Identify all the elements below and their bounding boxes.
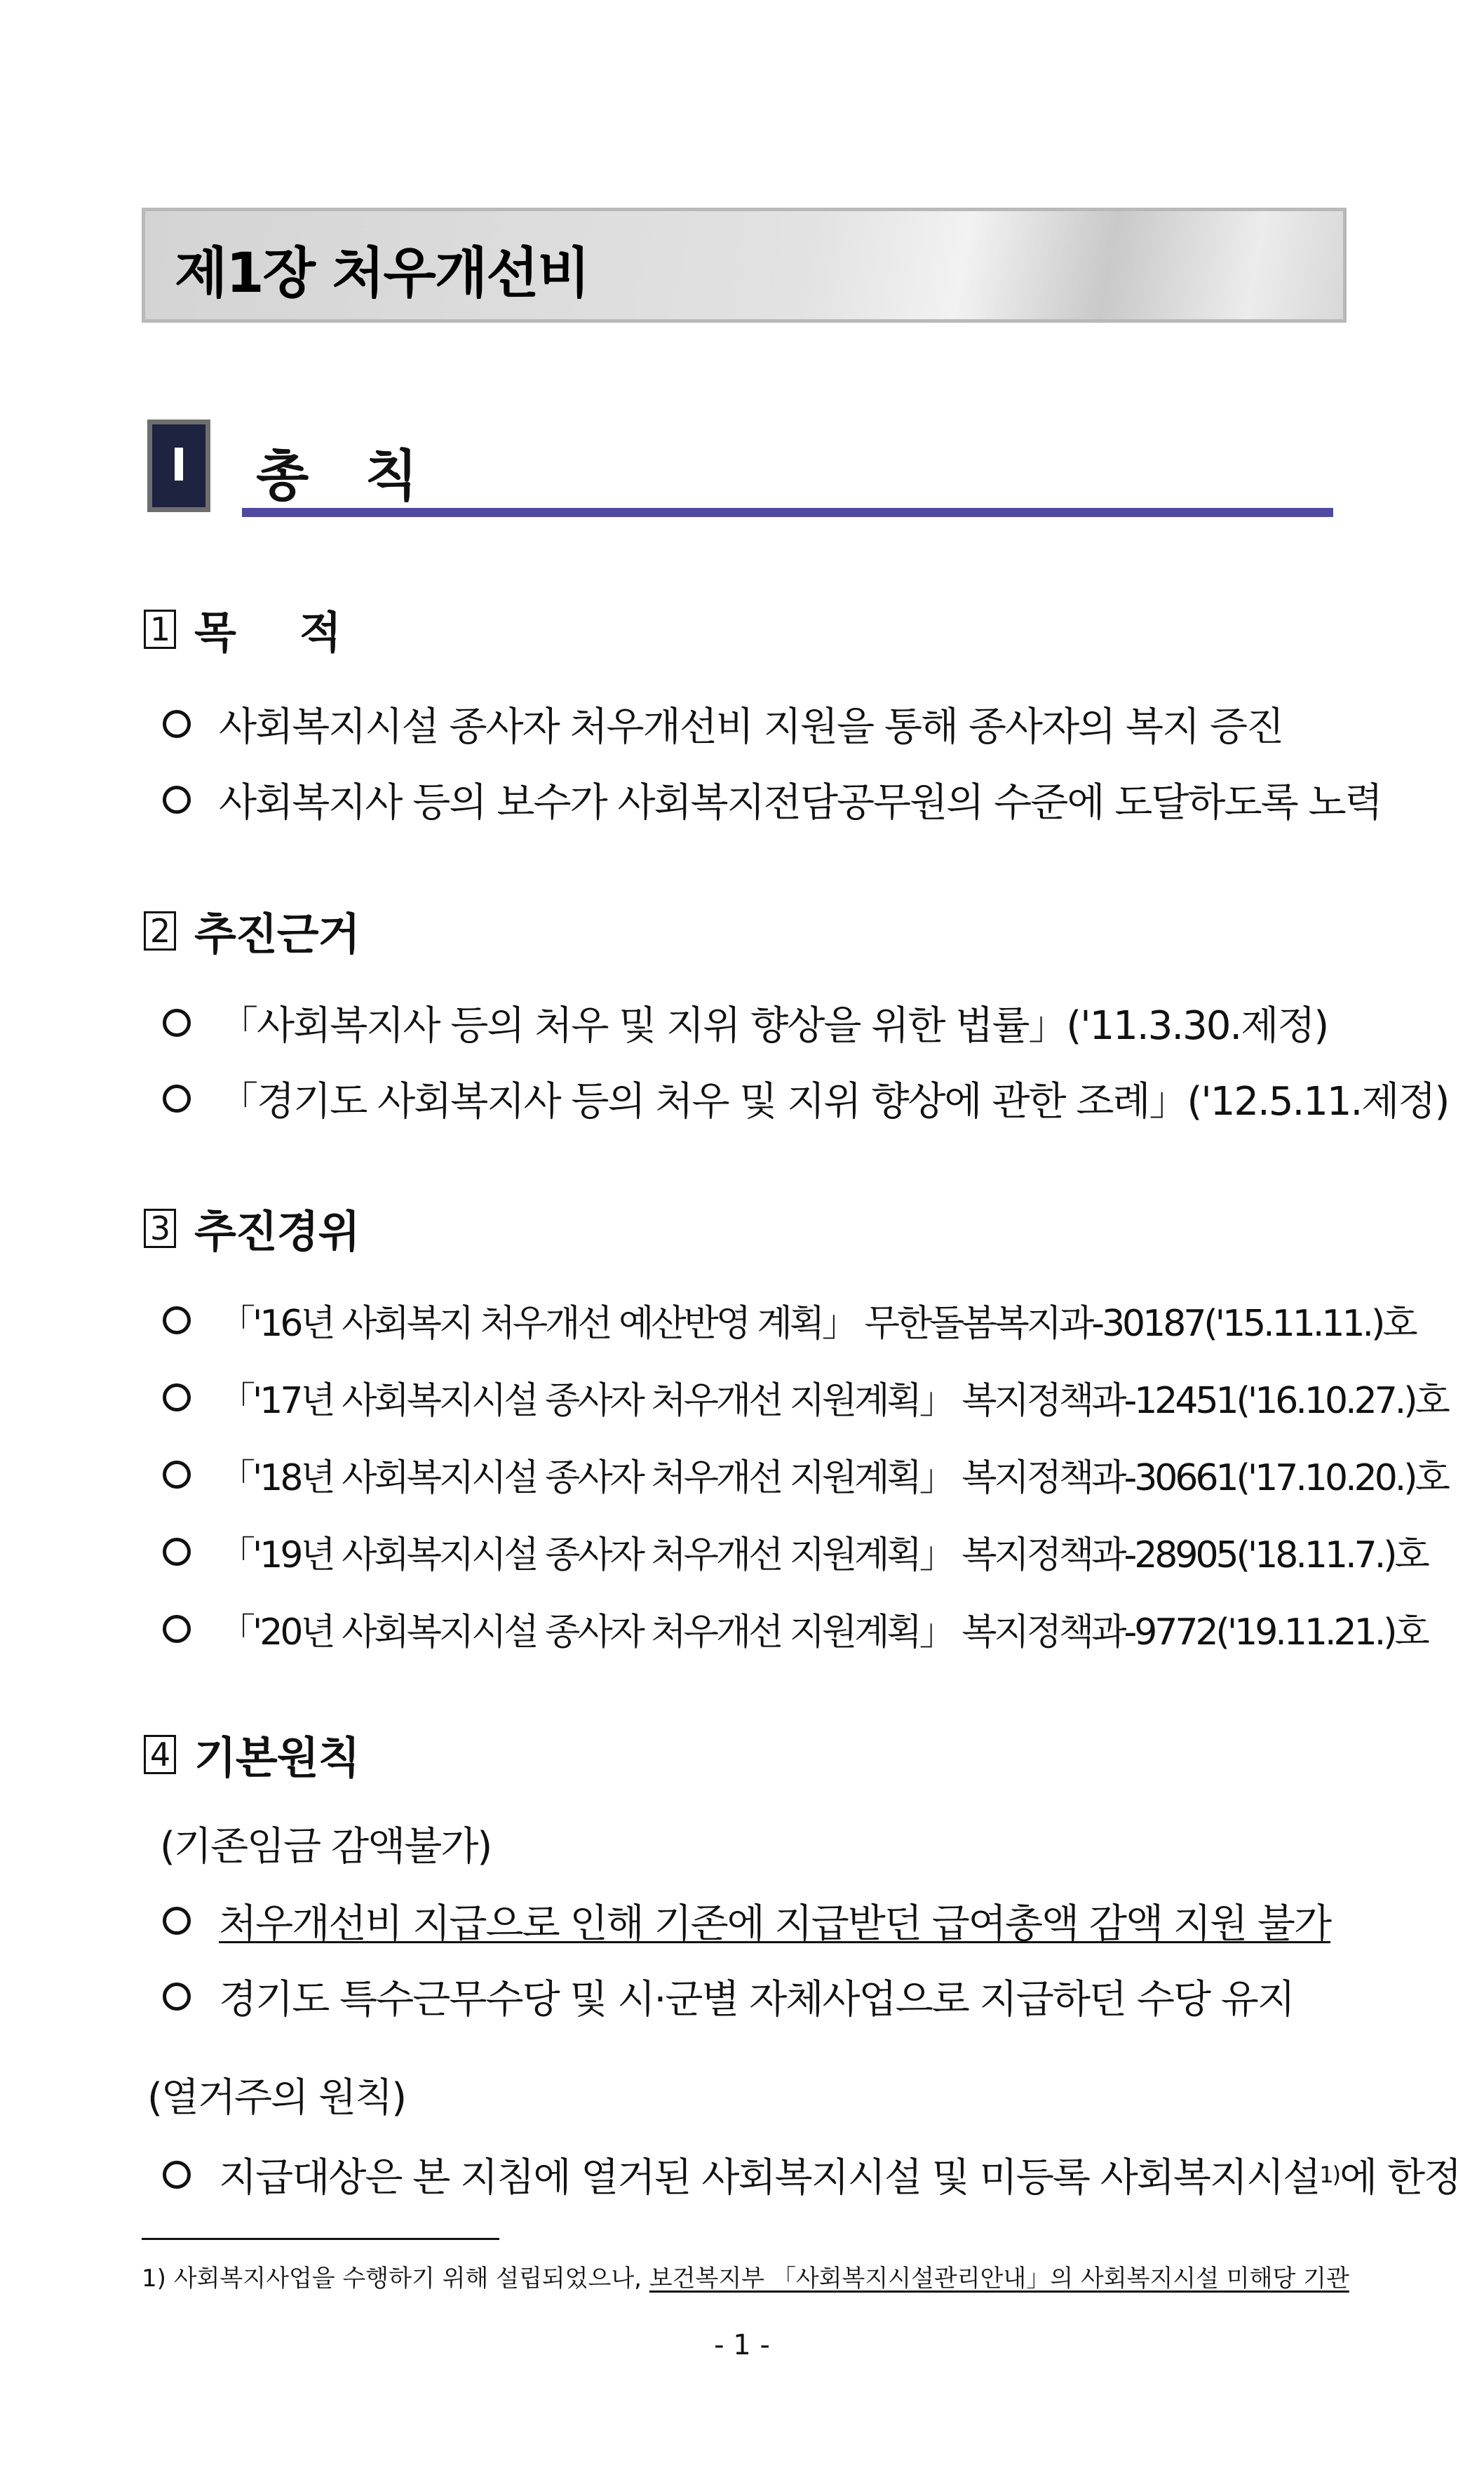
circle-bullet-icon bbox=[163, 1306, 191, 1334]
subsection-number: 1 bbox=[144, 610, 176, 649]
subsection-heading-history bbox=[144, 1197, 360, 1259]
chapter-title: 제1장 처우개선비 bbox=[175, 242, 589, 305]
section-number: Ⅰ bbox=[147, 420, 210, 512]
list-item: 「사회복지사 등의 처우 및 지위 향상을 위한 법률」('11.3.30.제정) bbox=[163, 995, 1328, 1051]
subsection-title: 추진근거 bbox=[194, 908, 360, 960]
list-item: 「'16년 사회복지 처우개선 예산반영 계획」 무한돌봄복지과-30187('15.11.11.)호 bbox=[163, 1294, 1415, 1346]
list-item: 「경기도 사회복지사 등의 처우 및 지위 향상에 관한 조례」('12.5.11.제정) bbox=[163, 1071, 1448, 1127]
list-item: 지급대상은 본 지침에 열거된 사회복지시설 및 미등록 사회복지시설 1) 에 한정 bbox=[163, 2147, 1460, 2203]
subsection-title: 기본원칙 bbox=[194, 1732, 360, 1783]
circle-bullet-icon bbox=[163, 1538, 191, 1566]
list-item: 「'18년 사회복지시설 종사자 처우개선 지원계획」 복지정책과-30661('17.10.20.)호 bbox=[163, 1448, 1448, 1501]
principle-group-label: (열거주의 원칙) bbox=[147, 2075, 406, 2121]
circle-bullet-icon bbox=[163, 1383, 191, 1411]
list-item: 사회복지시설 종사자 처우개선비 지원을 통해 종사자의 복지 증진 bbox=[163, 696, 1283, 752]
footnote-ref: 1) bbox=[1319, 2161, 1340, 2188]
subsection-title: 추진경위 bbox=[194, 1206, 360, 1257]
section-divider bbox=[242, 508, 1333, 517]
footnote-divider bbox=[142, 2238, 499, 2240]
circle-bullet-icon bbox=[163, 1461, 191, 1489]
circle-bullet-icon bbox=[163, 2161, 191, 2189]
circle-bullet-icon bbox=[163, 786, 191, 814]
circle-bullet-icon bbox=[163, 1983, 191, 2011]
list-item: 처우개선비 지급으로 인해 기존에 지급받던 급여총액 감액 지원 불가 bbox=[163, 1893, 1330, 1949]
circle-bullet-icon bbox=[163, 1615, 191, 1643]
footnote: 1) 사회복지사업을 수행하기 위해 설립되었으나, 보건복지부 「사회복지시설관리안내」의 사회복지시설 미해당 기관 bbox=[142, 2265, 1349, 2293]
subsection-number: 2 bbox=[144, 911, 176, 951]
subsection-heading-principles bbox=[144, 1723, 360, 1785]
footnote-marker: 1) bbox=[142, 2265, 166, 2293]
circle-bullet-icon bbox=[163, 710, 191, 738]
list-item: 「'20년 사회복지시설 종사자 처우개선 지원계획」 복지정책과-9772('19.11.21.)호 bbox=[163, 1602, 1427, 1655]
list-item: 경기도 특수근무수당 및 시·군별 자체사업으로 지급하던 수당 유지 bbox=[163, 1968, 1294, 2025]
subsection-heading-purpose bbox=[144, 598, 405, 660]
subsection-title: 목적 bbox=[194, 607, 405, 658]
page-number: - 1 - bbox=[714, 2329, 770, 2361]
list-item: 「'17년 사회복지시설 종사자 처우개선 지원계획」 복지정책과-12451('16.10.27.)호 bbox=[163, 1371, 1448, 1423]
list-item: 「'19년 사회복지시설 종사자 처우개선 지원계획」 복지정책과-28905('18.11.7.)호 bbox=[163, 1525, 1427, 1578]
list-item: 사회복지사 등의 보수가 사회복지전담공무원의 수준에 도달하도록 노력 bbox=[163, 772, 1382, 828]
subsection-heading-basis bbox=[144, 899, 360, 962]
subsection-number: 3 bbox=[144, 1209, 176, 1248]
principle-group-label: (기존임금 감액불가) bbox=[160, 1824, 492, 1870]
subsection-number: 4 bbox=[144, 1735, 176, 1774]
circle-bullet-icon bbox=[163, 1009, 191, 1037]
section-title: 총칙 bbox=[256, 445, 474, 508]
circle-bullet-icon bbox=[163, 1907, 191, 1935]
circle-bullet-icon bbox=[163, 1085, 191, 1113]
chapter-header bbox=[142, 208, 1347, 323]
